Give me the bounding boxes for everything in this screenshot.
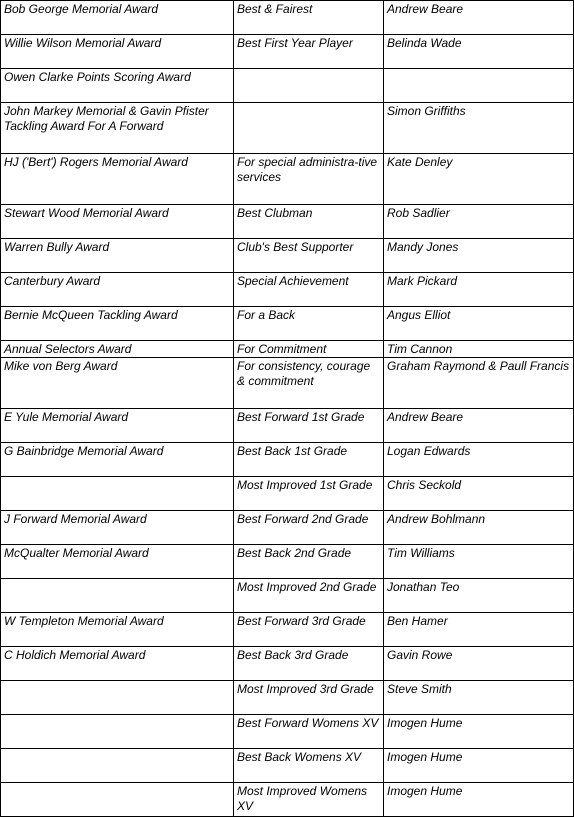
award-name-cell <box>1 749 234 783</box>
table-row <box>1 409 574 443</box>
award-name-cell <box>1 477 234 511</box>
award-category-cell: Best Back 3rd Grade <box>234 647 384 681</box>
award-recipient-cell: Ben Hamer <box>384 613 574 647</box>
award-name-cell: Mike von Berg Award <box>1 358 234 409</box>
table-row <box>1 613 574 647</box>
award-name-cell <box>1 715 234 749</box>
award-category-cell: Best Clubman <box>234 205 384 239</box>
table-row <box>1 358 574 409</box>
table-row <box>1 477 574 511</box>
award-recipient-cell: Imogen Hume <box>384 783 574 817</box>
award-category-cell: For Commitment <box>234 341 384 358</box>
table-row <box>1 783 574 817</box>
award-recipient-cell: Mandy Jones <box>384 239 574 273</box>
table-row <box>1 579 574 613</box>
award-name-cell: W Templeton Memorial Award <box>1 613 234 647</box>
award-category-cell: Club's Best Supporter <box>234 239 384 273</box>
table-row <box>1 35 574 69</box>
table-row <box>1 69 574 103</box>
award-category-cell: Most Improved 2nd Grade <box>234 579 384 613</box>
award-recipient-cell: Kate Denley <box>384 154 574 205</box>
award-recipient-cell: Simon Griffiths <box>384 103 574 154</box>
award-name-cell: G Bainbridge Memorial Award <box>1 443 234 477</box>
award-recipient-cell: Logan Edwards <box>384 443 574 477</box>
award-name-cell <box>1 783 234 817</box>
award-category-cell: Best Forward Womens XV <box>234 715 384 749</box>
award-name-cell: Stewart Wood Memorial Award <box>1 205 234 239</box>
award-recipient-cell: Tim Cannon <box>384 341 574 358</box>
table-row <box>1 545 574 579</box>
award-category-cell: Most Improved Womens XV <box>234 783 384 817</box>
award-recipient-cell: Imogen Hume <box>384 715 574 749</box>
table-row <box>1 715 574 749</box>
table-row <box>1 511 574 545</box>
award-category-cell: Best & Fairest <box>234 1 384 35</box>
award-name-cell <box>1 681 234 715</box>
award-category-cell: Best Back 1st Grade <box>234 443 384 477</box>
award-recipient-cell: Imogen Hume <box>384 749 574 783</box>
table-row <box>1 273 574 307</box>
award-recipient-cell: Andrew Beare <box>384 1 574 35</box>
awards-table-body <box>1 1 574 817</box>
award-name-cell: Warren Bully Award <box>1 239 234 273</box>
award-recipient-cell <box>384 69 574 103</box>
award-recipient-cell: Chris Seckold <box>384 477 574 511</box>
table-row <box>1 681 574 715</box>
award-name-cell: C Holdich Memorial Award <box>1 647 234 681</box>
award-recipient-cell: Tim Williams <box>384 545 574 579</box>
award-category-cell: Best Back Womens XV <box>234 749 384 783</box>
award-name-cell: HJ ('Bert') Rogers Memorial Award <box>1 154 234 205</box>
award-name-cell: Willie Wilson Memorial Award <box>1 35 234 69</box>
table-row <box>1 1 574 35</box>
award-category-cell: For consistency, courage & commitment <box>234 358 384 409</box>
award-recipient-cell: Rob Sadlier <box>384 205 574 239</box>
award-category-cell: Best Forward 2nd Grade <box>234 511 384 545</box>
award-category-cell: Best Forward 1st Grade <box>234 409 384 443</box>
award-category-cell <box>234 69 384 103</box>
award-category-cell: Best Back 2nd Grade <box>234 545 384 579</box>
award-category-cell: Most Improved 1st Grade <box>234 477 384 511</box>
award-category-cell: For a Back <box>234 307 384 341</box>
table-row <box>1 154 574 205</box>
award-name-cell: Bob George Memorial Award <box>1 1 234 35</box>
award-recipient-cell: Andrew Beare <box>384 409 574 443</box>
award-name-cell: Bernie McQueen Tackling Award <box>1 307 234 341</box>
award-category-cell: For special administra-tive services <box>234 154 384 205</box>
award-category-cell: Special Achievement <box>234 273 384 307</box>
award-recipient-cell: Angus Elliot <box>384 307 574 341</box>
award-category-cell: Best Forward 3rd Grade <box>234 613 384 647</box>
award-name-cell: Owen Clarke Points Scoring Award <box>1 69 234 103</box>
table-row <box>1 443 574 477</box>
table-row <box>1 749 574 783</box>
table-row <box>1 341 574 358</box>
award-name-cell: Annual Selectors Award <box>1 341 234 358</box>
award-recipient-cell: Gavin Rowe <box>384 647 574 681</box>
award-recipient-cell: Graham Raymond & Paull Francis <box>384 358 574 409</box>
award-recipient-cell: Jonathan Teo <box>384 579 574 613</box>
award-recipient-cell: Steve Smith <box>384 681 574 715</box>
award-name-cell: John Markey Memorial & Gavin Pfister Tackling Award For A Forward <box>1 103 234 154</box>
award-category-cell: Best First Year Player <box>234 35 384 69</box>
award-recipient-cell: Andrew Bohlmann <box>384 511 574 545</box>
table-row <box>1 103 574 154</box>
award-name-cell: E Yule Memorial Award <box>1 409 234 443</box>
table-row <box>1 647 574 681</box>
award-category-cell <box>234 103 384 154</box>
award-name-cell: McQualter Memorial Award <box>1 545 234 579</box>
award-name-cell: Canterbury Award <box>1 273 234 307</box>
award-name-cell <box>1 579 234 613</box>
award-name-cell: J Forward Memorial Award <box>1 511 234 545</box>
award-recipient-cell: Mark Pickard <box>384 273 574 307</box>
award-recipient-cell: Belinda Wade <box>384 35 574 69</box>
table-row <box>1 205 574 239</box>
award-category-cell: Most Improved 3rd Grade <box>234 681 384 715</box>
table-row <box>1 239 574 273</box>
table-row <box>1 307 574 341</box>
